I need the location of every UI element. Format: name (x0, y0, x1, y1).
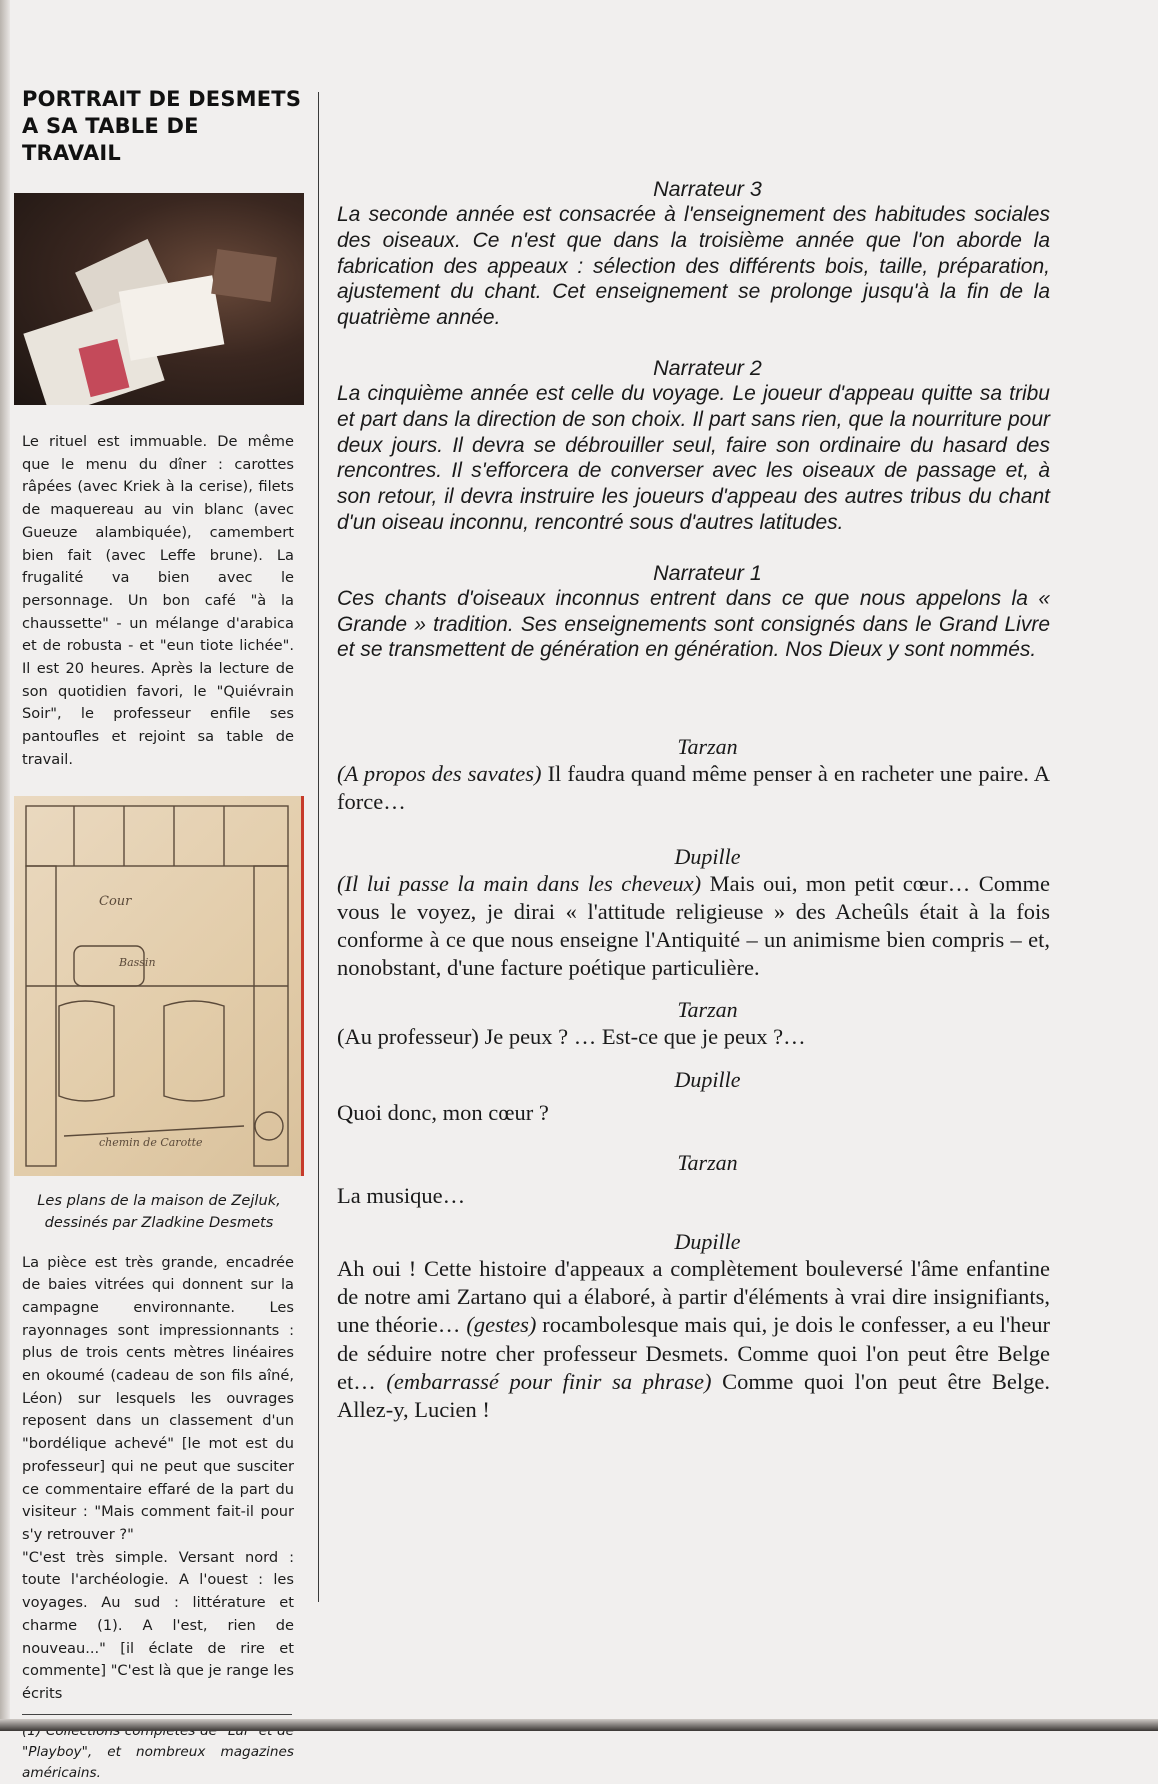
speaker-narrateur-1: Narrateur 1 (653, 560, 762, 585)
photo-box (211, 249, 277, 302)
sidebar-title-line2: A SA TABLE DE TRAVAIL (22, 114, 199, 165)
speaker-tarzan-3: Tarzan (677, 1149, 738, 1175)
sidebar-paragraph-1: Le rituel est immuable. De même que le menu du dîner : carottes râpées (avec Kriek à la cerise), filets de maquereau au vin blanc (avec Gueuze alambiquée), camembert bien fait (avec Leffe brune). La frugalité va bien avec le personnage. Un bon café "à la chaussette" - un mélange d'arabica et de robusta - et "eun tiote lichée". Il est 20 heures. Après la lecture de son quotidien favori, le "Quiévrain Soir", le professeur enfile ses pantoufles et rejoint sa table de travail. (22, 433, 294, 768)
sidebar-title (22, 86, 304, 167)
speaker-dupille-3: Dupille (674, 1228, 741, 1254)
photo-paper (119, 275, 225, 360)
stage-direction: (gestes) (466, 1312, 537, 1338)
plan-sketch (14, 796, 301, 1176)
plan-label-bassin: Bassin (119, 955, 156, 969)
dialogue-text: Il faudra quand même penser à en racheter une paire. A force… (337, 761, 1050, 815)
dialogue-text: Ah oui ! Cette histoire d'appeaux a complètement bouleversé l'âme enfantine de notre ami Zartano qui a élaboré, à partir d'éléments à vrai dire insignifiants, une théorie… (337, 1255, 1050, 1338)
plan-label-cour: Cour (99, 893, 132, 909)
desk-photo (14, 193, 304, 405)
footnote-divider (22, 1714, 292, 1715)
dupille-2-line: Quoi donc, mon cœur ? (337, 1099, 549, 1125)
sidebar-paragraph-3: "C'est très simple. Versant nord : toute l'archéologie. A l'ouest : les voyages. Au sud : littérature et charme (1). A l'est, rien de nouveau..." [il éclate de rire et commente] "C'est là que je range les écrits (22, 1548, 294, 1702)
column-divider (318, 92, 319, 1602)
stage-direction: (embarrassé pour finir sa phrase) (386, 1368, 712, 1394)
speaker-narrateur-2: Narrateur 2 (653, 355, 762, 380)
dupille-1-line (337, 870, 1050, 983)
plan-caption-line2: dessinés par Zladkine Desmets (44, 1213, 274, 1231)
main-column (337, 176, 1050, 1424)
tarzan-1-line (337, 760, 1050, 816)
narrateur-3-text: La seconde année est consacrée à l'enseignement des habitudes sociales des oiseaux. Ce n'est que dans la troisième année que l'on aborde la fabrication des appeaux : sélection des différents bois, taille, préparation, ajustement du chant. Cet enseignement se prolonge jusqu'à la fin de la quatrième année. (337, 203, 1050, 330)
speaker-narrateur-3: Narrateur 3 (653, 177, 762, 201)
sidebar-title-line1: PORTRAIT DE DESMETS (22, 87, 302, 111)
speaker-dupille-1: Dupille (674, 843, 741, 869)
plan-label-chemin: chemin de Carotte (99, 1135, 203, 1149)
dialogue-text: Mais oui, mon petit cœur… Comme vous le voyez, je dirai « l'attitude religieuse » des Acheûls était à la fois conforme à ce que nous enseigne l'Antiquité – un animisme bien compris – et, nonobstant, d'une facture poétique particulière. (337, 870, 1050, 981)
dupille-3-line (337, 1255, 1050, 1424)
page-binding-edge (0, 0, 10, 1731)
sidebar-column (14, 86, 304, 1784)
tarzan-2-line: (Au professeur) Je peux ? … Est-ce que je peux ?… (337, 1024, 806, 1050)
page-bottom-edge (0, 1719, 1158, 1731)
narrateur-2-text: La cinquième année est celle du voyage. Le joueur d'appeau quitte sa tribu et part dans la direction de son choix. Il part sans rien, que la nourriture pour deux jours. Il devra se débrouiller seul, faire son ordinaire du hasard des rencontres. Il s'efforcera de converser avec les oiseaux de passage et, à son retour, il devra instruire les joueurs d'appeau des autres tribus du chant d'un oiseau inconnu, rencontré sous d'autres latitudes. (337, 381, 1050, 534)
stage-direction: (Il lui passe la main dans les cheveux) (337, 870, 702, 896)
speaker-tarzan-1: Tarzan (677, 734, 738, 760)
tarzan-3-line: La musique… (337, 1182, 466, 1208)
speaker-tarzan-2: Tarzan (677, 997, 738, 1023)
sidebar-paragraph-2: La pièce est très grande, encadrée de baies vitrées qui donnent sur la campagne environnante. Les rayonnages sont impressionnants : plus de trois cents mètres linéaires en okoumé (cadeau de son fils aîné, Léon) sur lesquels les ouvrages reposent dans un classement d'un "bordélique achevé" [le mot est du professeur] qui ne peut que susciter ce commentaire effaré de la part du visiteur : "Mais comment fait-il pour s'y retrouver ?" (22, 1253, 294, 1543)
stage-direction: (A propos des savates) (337, 761, 542, 787)
speaker-dupille-2: Dupille (674, 1066, 741, 1092)
plan-caption (14, 1190, 304, 1234)
footnote: "Playboy", et nombreux magazines américains. (22, 1743, 294, 1781)
narrateur-1-text: Ces chants d'oiseaux inconnus entrent dans ce que nous appelons la « Grande » tradition. Ses enseignements sont consignés dans le Grand Livre et se transmettent de génération en génération. Nos Dieux y sont nommés. (337, 586, 1050, 662)
house-plan-drawing (14, 796, 304, 1176)
dialogue-text: rocambolesque mais qui, je dois le confesser, a eu l'heur de séduire notre cher professeur Desmets. Comme quoi l'on peut être Belge et… (337, 1312, 1050, 1394)
dialogue-text: Comme quoi l'on peut être Belge. Allez-y, Lucien ! (337, 1368, 1050, 1422)
plan-caption-line1: Les plans de la maison de Zejluk, (37, 1191, 281, 1209)
